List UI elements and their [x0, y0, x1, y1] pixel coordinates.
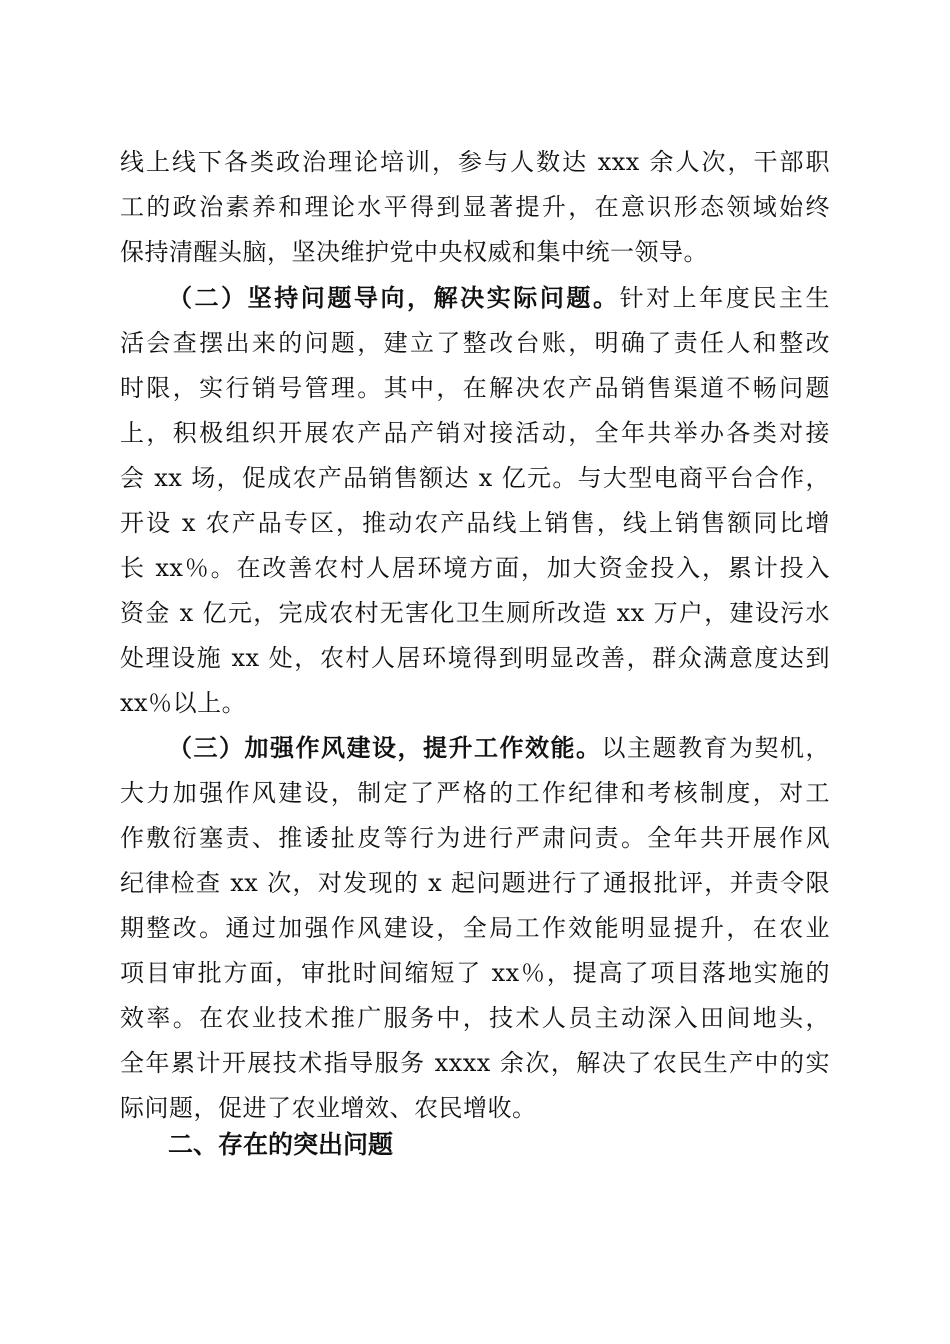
paragraph-first-line	[168, 733, 830, 763]
paragraph-line: 全年累计开展技术指导服务 xxxx 余次，解决了农民生产中的实	[120, 1049, 830, 1077]
paragraph-text: 针对上年度民主生	[619, 284, 830, 312]
paragraph-line: 处理设施 xx 处，农村人居环境得到明显改善，群众满意度达到	[120, 644, 830, 672]
paragraph-first-line	[168, 283, 830, 313]
paragraph-line: 工的政治素养和理论水平得到显著提升，在意识形态领域始终	[120, 193, 830, 221]
paragraph-text: 以主题教育为契机，	[601, 734, 830, 762]
paragraph-line: 长 xx％。在改善农村人居环境方面，加大资金投入，累计投入	[120, 554, 830, 582]
paragraph-line: 项目审批方面，审批时间缩短了 xx％，提高了项目落地实施的	[120, 959, 830, 987]
paragraph-line: xx％以上。	[120, 689, 247, 717]
paragraph-line: 际问题，促进了农业增效、农民增收。	[120, 1094, 537, 1122]
paragraph-line: 资金 x 亿元，完成农村无害化卫生厕所改造 xx 万户，建设污水	[120, 599, 830, 627]
paragraph-line: 作敷衍塞责、推诿扯皮等行为进行严肃问责。全年共开展作风	[120, 824, 830, 852]
paragraph-line: 期整改。通过加强作风建设，全局工作效能明显提升，在农业	[120, 914, 830, 942]
paragraph-heading: （三）加强作风建设，提升工作效能。	[168, 734, 602, 762]
paragraph-line: 时限，实行销号管理。其中，在解决农产品销售渠道不畅问题	[120, 374, 830, 402]
paragraph-line: 线上线下各类政治理论培训，参与人数达 xxx 余人次，干部职	[120, 148, 830, 176]
paragraph-line: 纪律检查 xx 次，对发现的 x 起问题进行了通报批评，并责令限	[120, 869, 830, 897]
paragraph-line: 会 xx 场，促成农产品销售额达 x 亿元。与大型电商平台合作，	[120, 464, 830, 492]
paragraph-line: 开设 x 农产品专区，推动农产品线上销售，线上销售额同比增	[120, 509, 830, 537]
paragraph-heading: （二）坚持问题导向，解决实际问题。	[168, 284, 620, 312]
paragraph-line: 保持清醒头脑，坚决维护党中央权威和集中统一领导。	[120, 238, 708, 266]
paragraph-line: 大力加强作风建设，制定了严格的工作纪律和考核制度，对工	[120, 779, 830, 807]
section-heading: 二、存在的突出问题	[168, 1130, 394, 1159]
paragraph-line: 活会查摆出来的问题，建立了整改台账，明确了责任人和整改	[120, 329, 830, 357]
paragraph-line: 效率。在农业技术推广服务中，技术人员主动深入田间地头，	[120, 1004, 830, 1032]
paragraph-line: 上，积极组织开展农产品产销对接活动，全年共举办各类对接	[120, 419, 830, 447]
